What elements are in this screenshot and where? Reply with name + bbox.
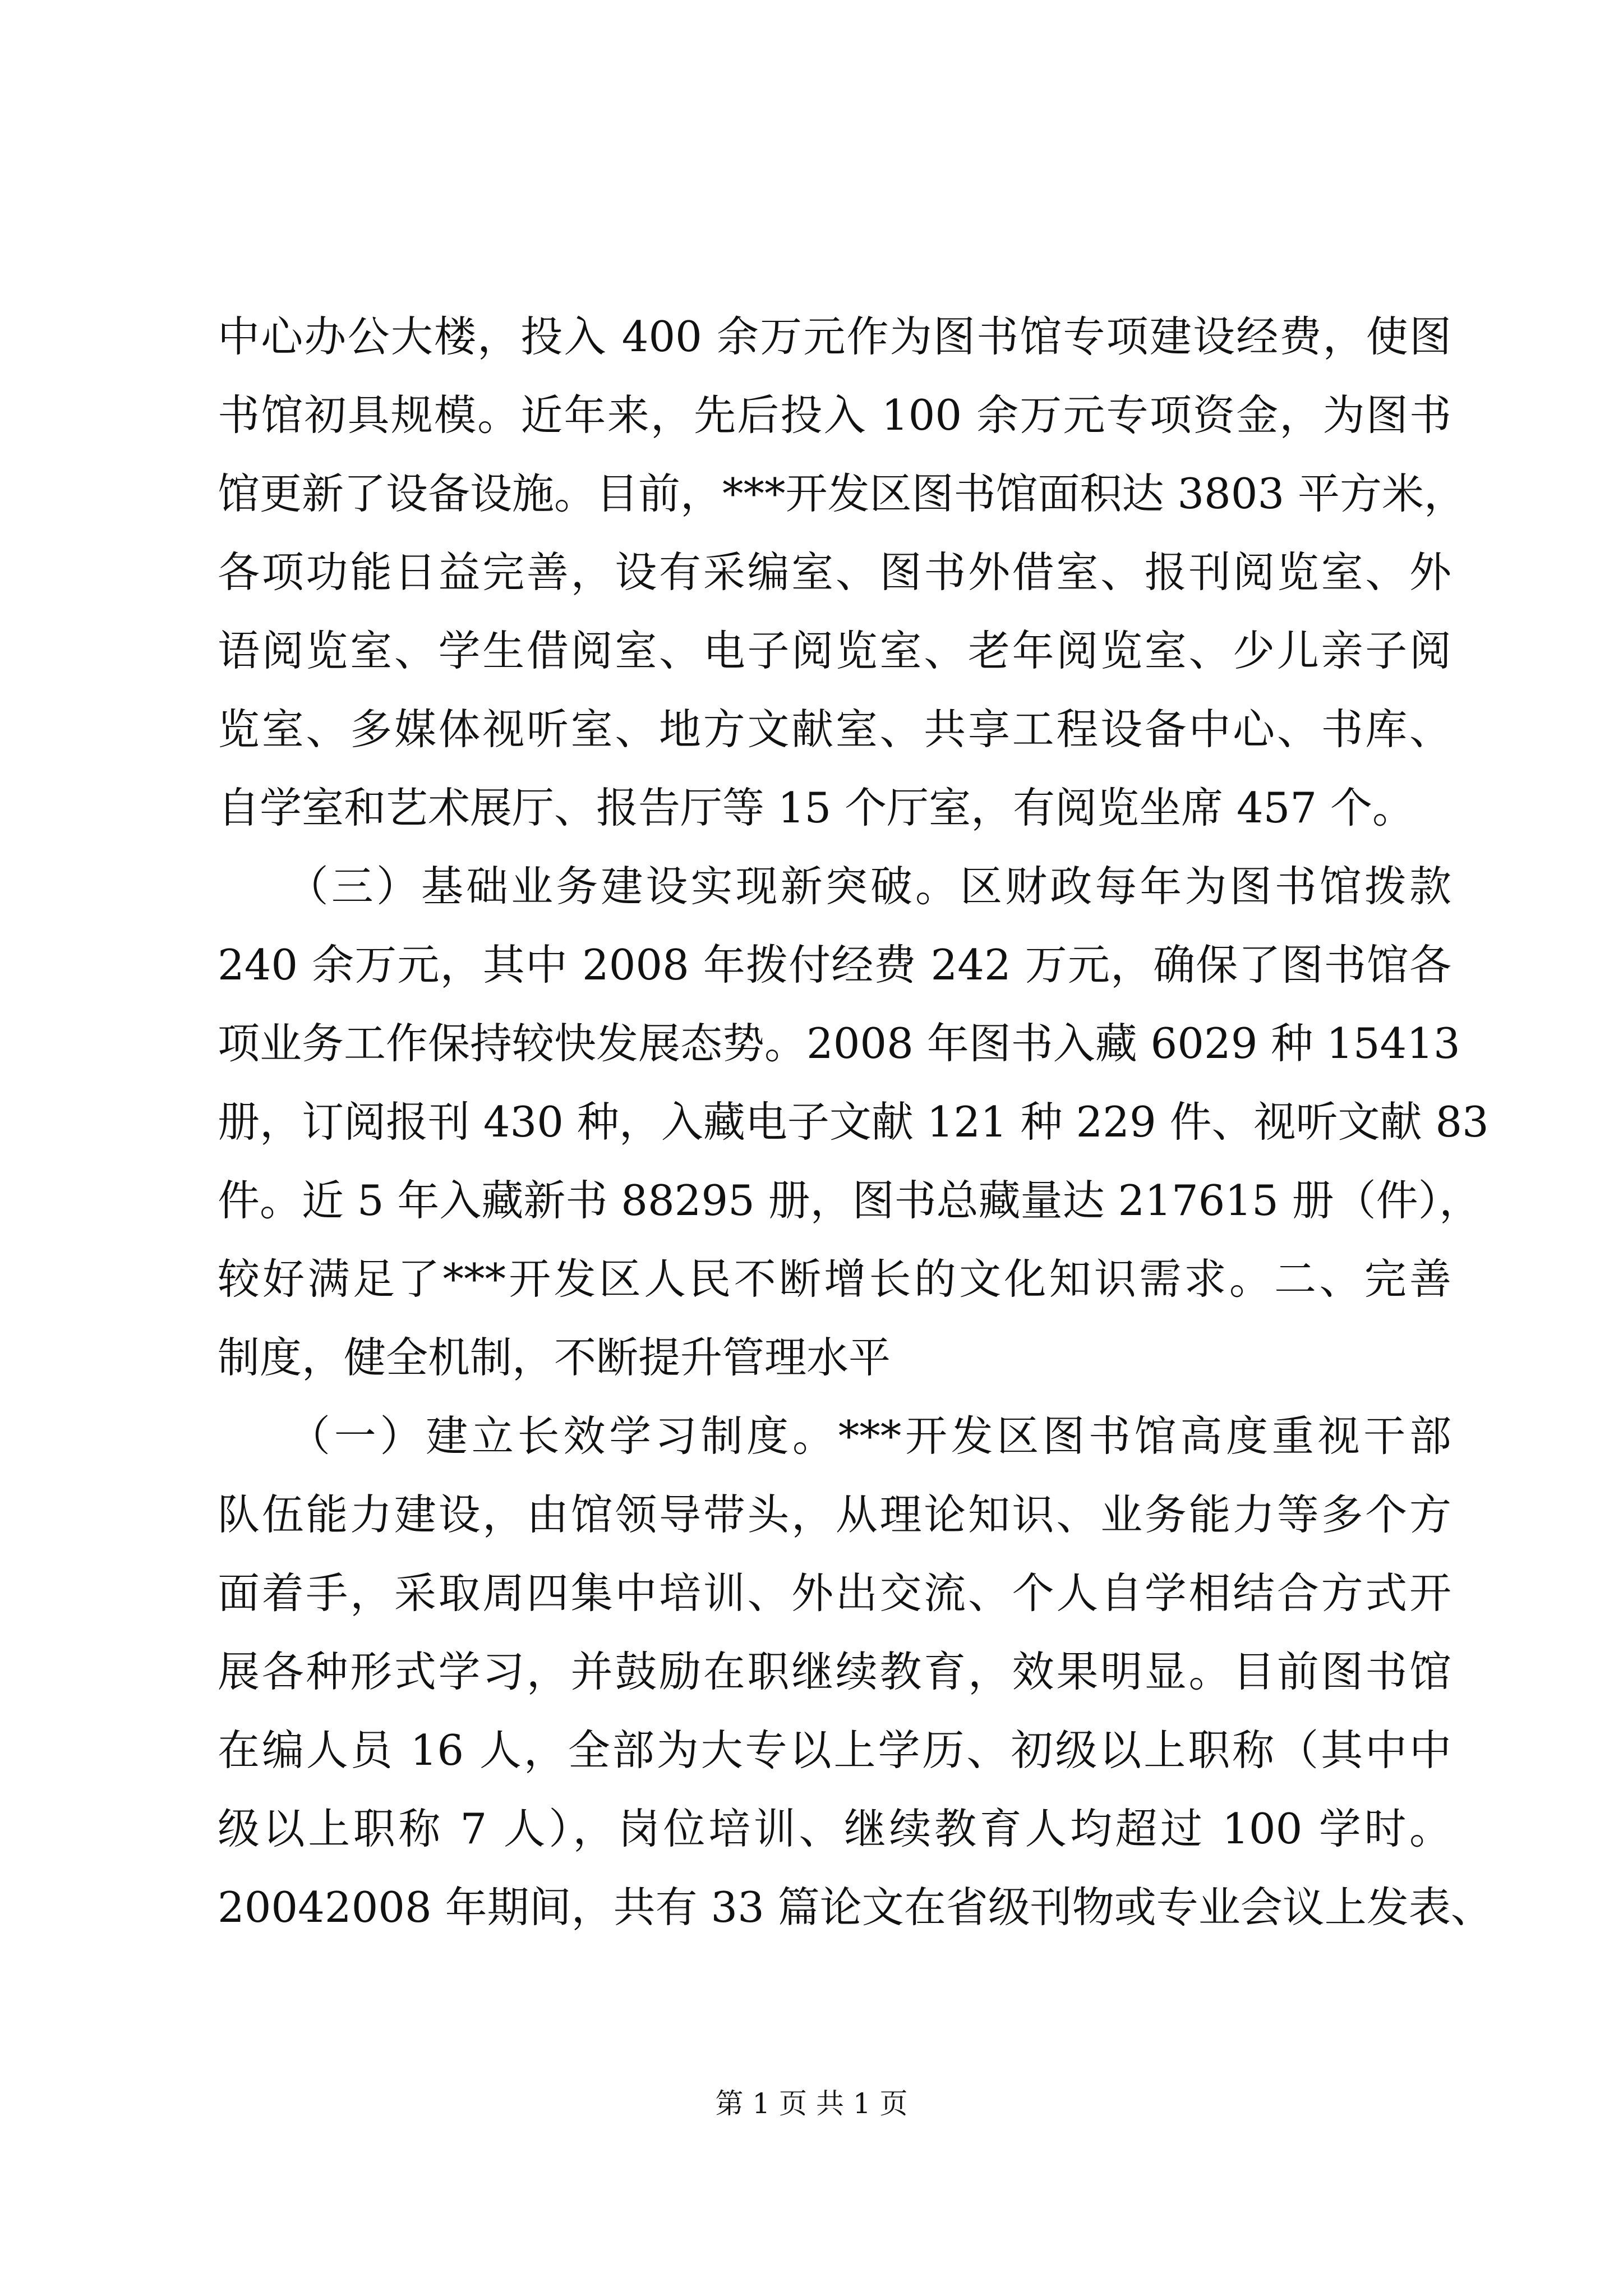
page-footer: 第 1 页 共 1 页 xyxy=(715,2087,908,2120)
text-line: 件。近 5 年入藏新书 88295 册，图书总藏量达 217615 册（件）， xyxy=(218,1176,1482,1225)
text-line: 在编人员 16 人，全部为大专以上学历、初级以上职称（其中中 xyxy=(218,1726,1451,1775)
text-line: 项业务工作保持较快发展态势。2008 年图书入藏 6029 种 15413 xyxy=(218,1019,1460,1068)
text-line: （一）建立长效学习制度。***开发区图书馆高度重视干部 xyxy=(218,1411,1451,1461)
text-line: 览室、多媒体视听室、地方文献室、共享工程设备中心、书库、 xyxy=(218,705,1451,754)
text-line: 中心办公大楼，投入 400 余万元作为图书馆专项建设经费，使图 xyxy=(218,312,1451,361)
text-line: 书馆初具规模。近年来，先后投入 100 余万元专项资金，为图书 xyxy=(218,390,1451,440)
text-line: 20042008 年期间，共有 33 篇论文在省级刊物或专业会议上发表、 xyxy=(218,1883,1493,1932)
text-line: 面着手，采取周四集中培训、外出交流、个人自学相结合方式开 xyxy=(218,1568,1451,1618)
text-line: 较好满足了***开发区人民不断增长的文化知识需求。二、完善 xyxy=(218,1254,1451,1304)
text-line: 级以上职称 7 人），岗位培训、继续教育人均超过 100 学时。 xyxy=(218,1804,1451,1853)
text-line: 语阅览室、学生借阅室、电子阅览室、老年阅览室、少儿亲子阅 xyxy=(218,626,1451,675)
text-line: 展各种形式学习，并鼓励在职继续教育，效果明显。目前图书馆 xyxy=(218,1647,1451,1696)
body-text xyxy=(218,297,1493,1947)
text-line: 队伍能力建设，由馆领导带头，从理论知识、业务能力等多个方 xyxy=(218,1490,1451,1539)
text-line: 馆更新了设备设施。目前，***开发区图书馆面积达 3803 平方米， xyxy=(218,469,1467,518)
text-line: 各项功能日益完善，设有采编室、图书外借室、报刊阅览室、外 xyxy=(218,547,1451,597)
text-line: 自学室和艺术展厅、报告厅等 15 个厅室，有阅览坐席 457 个。 xyxy=(218,783,1414,832)
text-line: 册，订阅报刊 430 种，入藏电子文献 121 种 229 件、视听文献 83 xyxy=(218,1097,1489,1147)
text-line: 240 余万元，其中 2008 年拨付经费 242 万元，确保了图书馆各 xyxy=(218,940,1451,990)
text-line: 制度，健全机制，不断提升管理水平 xyxy=(218,1333,891,1382)
text-line: （三）基础业务建设实现新突破。区财政每年为图书馆拨款 xyxy=(218,862,1451,911)
